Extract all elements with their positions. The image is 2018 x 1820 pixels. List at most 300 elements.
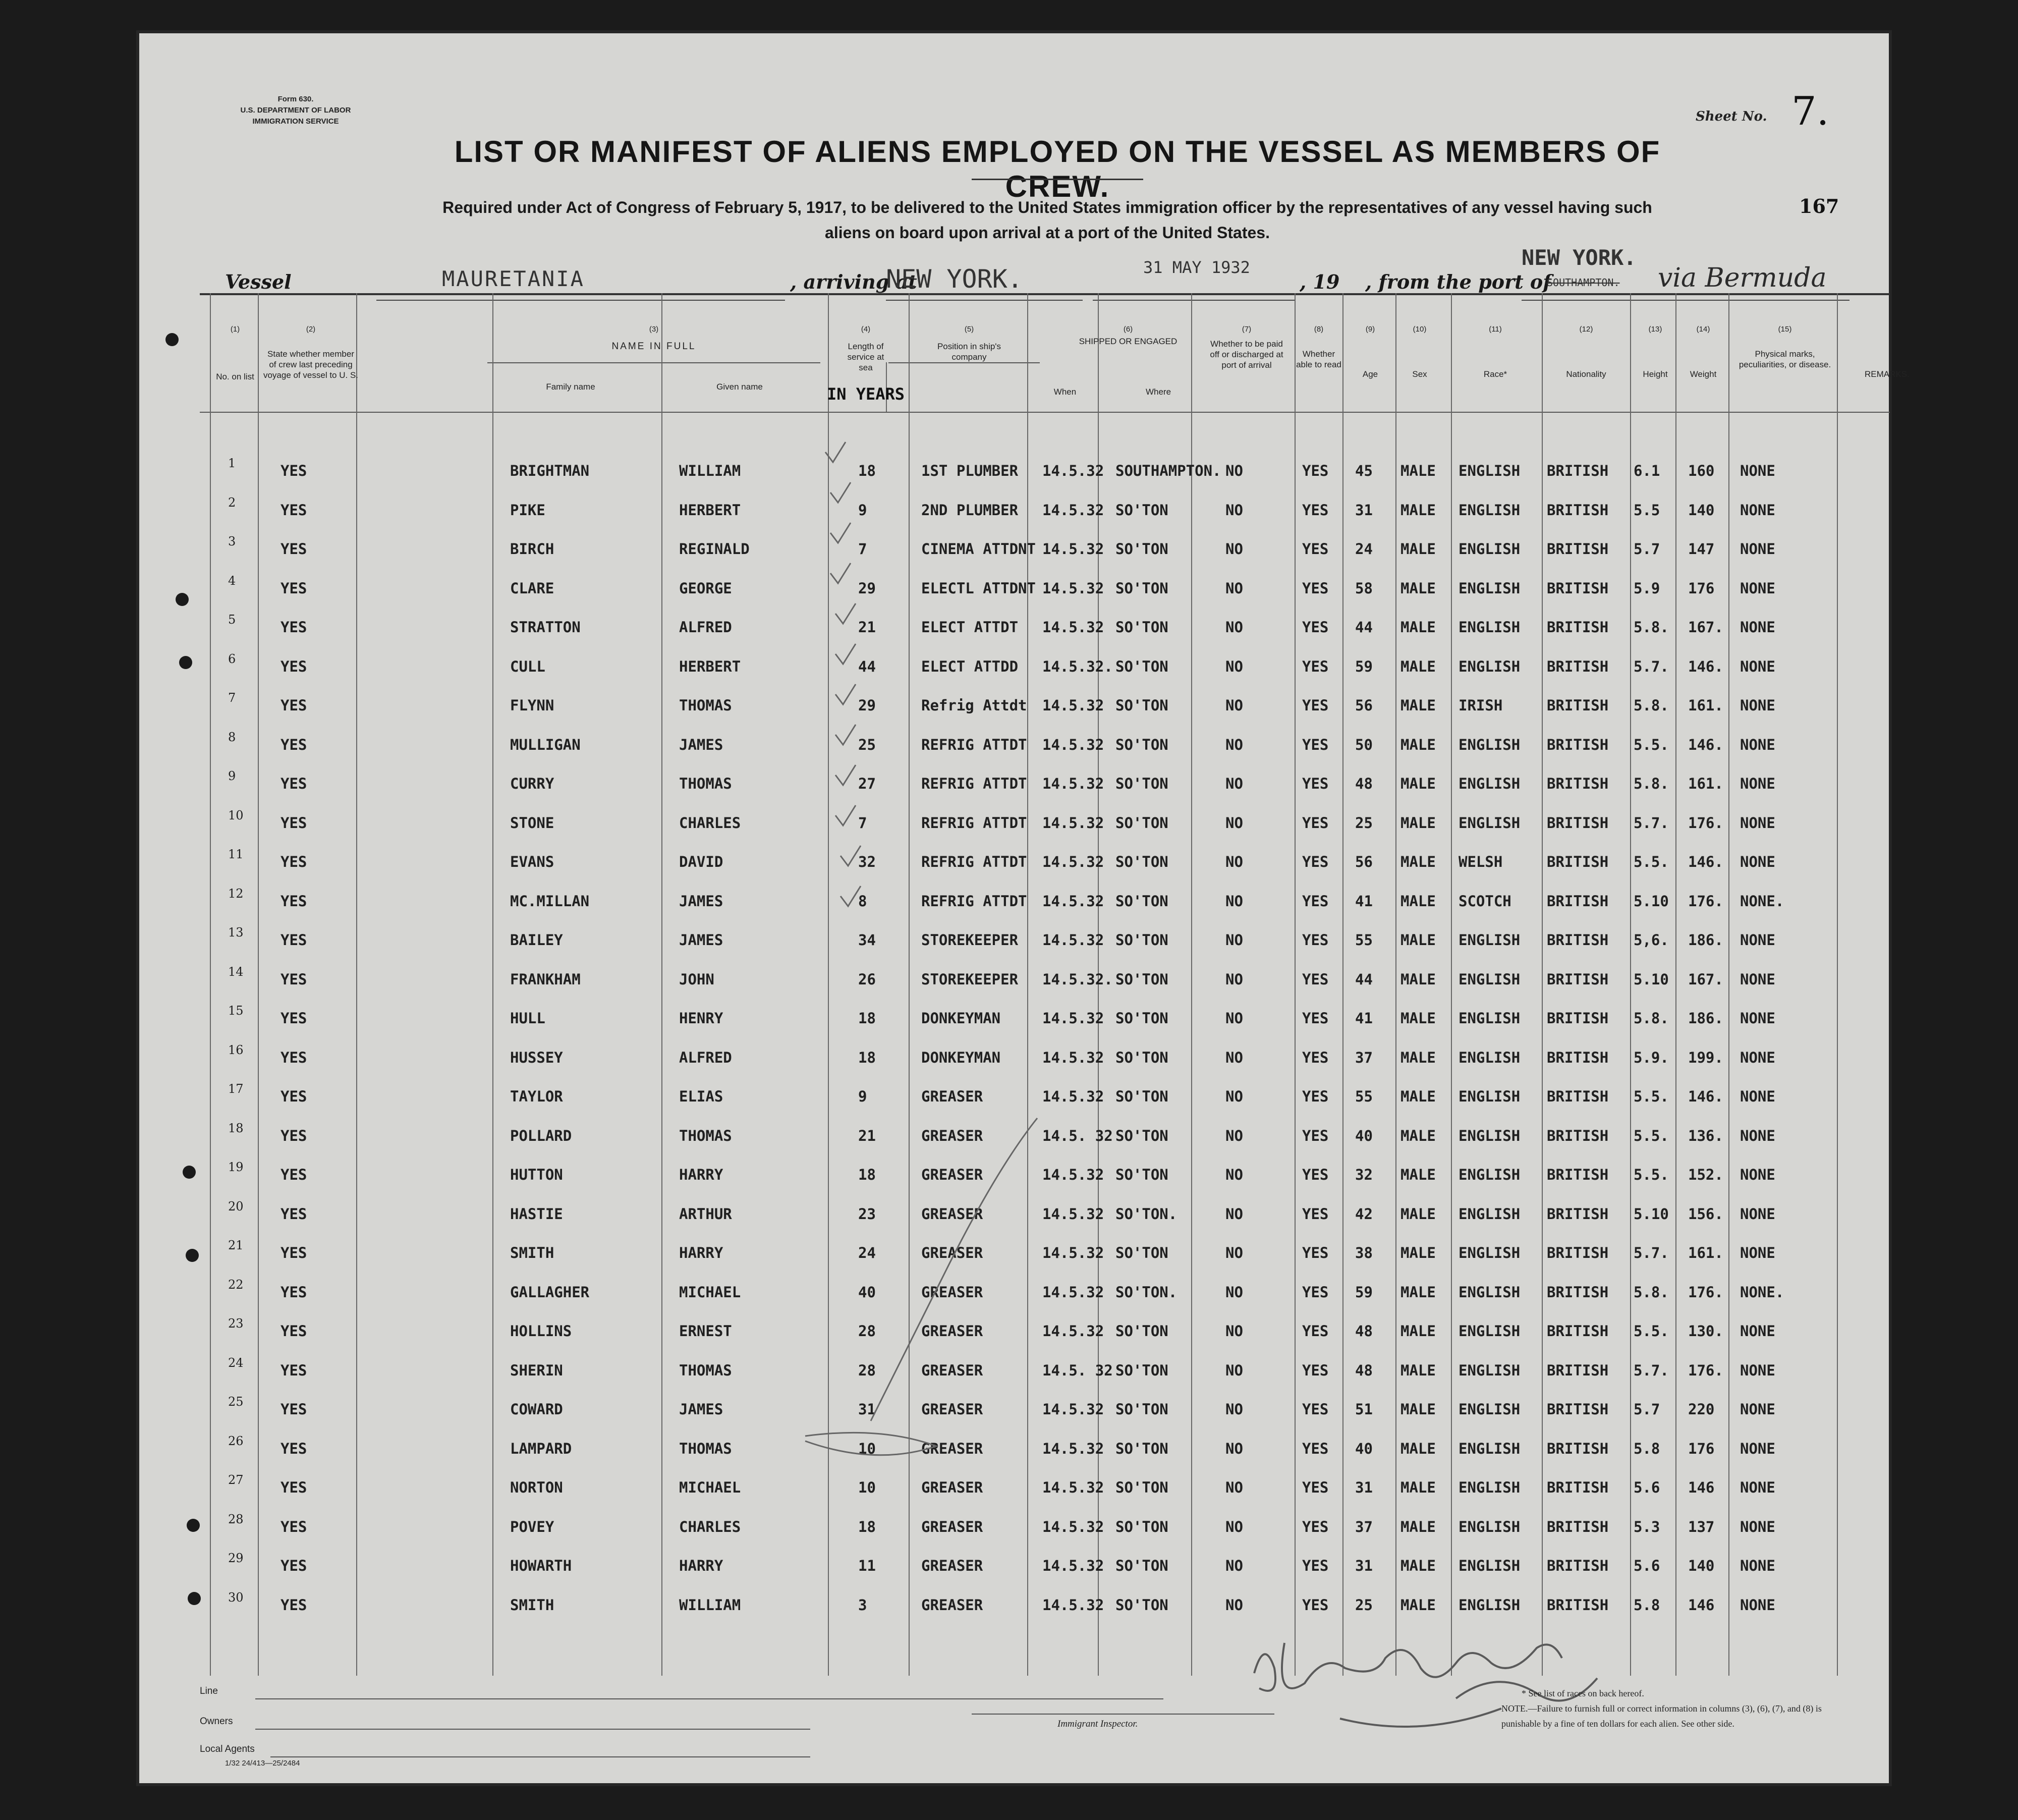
cell-years: 18 <box>858 1010 876 1027</box>
cell-given: THOMAS <box>679 1440 732 1457</box>
cell-read: YES <box>1302 1322 1329 1340</box>
cell-family: SHERIN <box>510 1361 563 1379</box>
cell-race: ENGLISH <box>1459 1596 1521 1614</box>
cell-paid: NO <box>1225 892 1243 910</box>
footer-notes <box>1501 1686 1855 1731</box>
arriving-label: , arriving at <box>790 270 917 293</box>
cell-no: 2 <box>228 495 236 510</box>
cell-paid: NO <box>1225 1166 1243 1183</box>
cell-sex: MALE <box>1400 1401 1436 1418</box>
cell-age: 42 <box>1355 1205 1373 1223</box>
cell-where: SO'TON <box>1115 657 1168 675</box>
cell-weight: 176. <box>1688 814 1723 832</box>
cell-no: 7 <box>228 691 236 705</box>
col-given-name-heading: Given name <box>716 382 763 392</box>
cell-nat: BRITISH <box>1547 1088 1609 1105</box>
cell-where: SO'TON <box>1115 775 1168 792</box>
cell-marks: NONE <box>1740 736 1775 753</box>
cell-family: LAMPARD <box>510 1440 572 1457</box>
cell-position: ELECT ATTDD <box>921 657 1019 675</box>
cell-when: 14.5.32 <box>1042 1440 1104 1457</box>
cell-nat: BRITISH <box>1547 501 1609 519</box>
column-number: (7) <box>1242 325 1252 334</box>
cell-weight: 146. <box>1688 1088 1723 1105</box>
cell-prev: YES <box>281 775 307 792</box>
cell-years: 26 <box>858 970 876 988</box>
cell-age: 31 <box>1355 501 1373 519</box>
cell-race: ENGLISH <box>1459 1166 1521 1183</box>
column-number: (13) <box>1648 325 1662 334</box>
cell-read: YES <box>1302 1244 1329 1261</box>
cell-read: YES <box>1302 1479 1329 1496</box>
cell-read: YES <box>1302 1049 1329 1066</box>
col-years-unit: IN YEARS <box>826 384 905 404</box>
cell-paid: NO <box>1225 853 1243 870</box>
cell-weight: 186. <box>1688 931 1723 949</box>
cell-prev: YES <box>281 1440 307 1457</box>
cell-prev: YES <box>281 1088 307 1105</box>
cell-marks: NONE. <box>1740 1283 1784 1301</box>
cell-family: BAILEY <box>510 931 563 949</box>
cell-when: 14.5.32 <box>1042 619 1104 636</box>
cell-given: ERNEST <box>679 1322 732 1340</box>
cell-given: ELIAS <box>679 1088 723 1105</box>
cell-age: 58 <box>1355 579 1373 597</box>
cell-prev: YES <box>281 1127 307 1144</box>
cell-height: 5.10 <box>1634 892 1669 910</box>
cell-nat: BRITISH <box>1547 1322 1609 1340</box>
cell-race: SCOTCH <box>1459 892 1511 910</box>
cell-given: HERBERT <box>679 501 741 519</box>
form-service: IMMIGRATION SERVICE <box>252 117 339 126</box>
form-block <box>190 94 402 127</box>
cell-marks: NONE <box>1740 462 1775 479</box>
sheet-label: Sheet No. <box>1696 109 1767 124</box>
cell-weight: 152. <box>1688 1166 1723 1183</box>
cell-when: 14.5.32 <box>1042 1518 1104 1535</box>
cell-no: 25 <box>228 1395 244 1409</box>
cell-where: SO'TON <box>1115 814 1168 832</box>
cell-read: YES <box>1302 1361 1329 1379</box>
cell-prev: YES <box>281 657 307 675</box>
cell-position: GREASER <box>921 1205 983 1223</box>
cell-prev: YES <box>281 579 307 597</box>
cell-no: 1 <box>228 456 236 470</box>
binder-hole <box>186 1249 199 1262</box>
form-number: Form 630. <box>277 95 314 103</box>
cell-read: YES <box>1302 970 1329 988</box>
cell-height: 5.8. <box>1634 619 1669 636</box>
footer-inspector-label: Immigrant Inspector. <box>1057 1719 1138 1729</box>
cell-given: JAMES <box>679 1401 723 1418</box>
cell-paid: NO <box>1225 736 1243 753</box>
cell-weight: 220 <box>1688 1401 1715 1418</box>
cell-years: 10 <box>858 1479 876 1496</box>
cell-paid: NO <box>1225 970 1243 988</box>
cell-prev: YES <box>281 736 307 753</box>
cell-when: 14.5.32 <box>1042 1596 1104 1614</box>
cell-sex: MALE <box>1400 1244 1436 1261</box>
cell-age: 41 <box>1355 1010 1373 1027</box>
cell-prev: YES <box>281 892 307 910</box>
cell-where: SO'TON <box>1115 1557 1168 1574</box>
cell-race: ENGLISH <box>1459 1244 1521 1261</box>
cell-years: 29 <box>858 579 876 597</box>
cell-marks: NONE <box>1740 619 1775 636</box>
cell-age: 48 <box>1355 1361 1373 1379</box>
cell-paid: NO <box>1225 579 1243 597</box>
cell-height: 5.7. <box>1634 1244 1669 1261</box>
cell-age: 25 <box>1355 1596 1373 1614</box>
cell-when: 14.5.32 <box>1042 892 1104 910</box>
footer-owners-rule <box>255 1729 810 1730</box>
cell-prev: YES <box>281 1596 307 1614</box>
cell-years: 7 <box>858 814 867 832</box>
cell-no: 6 <box>228 651 236 666</box>
cell-age: 59 <box>1355 657 1373 675</box>
cell-paid: NO <box>1225 1479 1243 1496</box>
cell-years: 29 <box>858 697 876 714</box>
cell-family: POVEY <box>510 1518 554 1535</box>
page-subtitle <box>291 195 1804 245</box>
cell-marks: NONE <box>1740 931 1775 949</box>
cell-marks: NONE <box>1740 814 1775 832</box>
cell-position: GREASER <box>921 1127 983 1144</box>
cell-read: YES <box>1302 1205 1329 1223</box>
cell-prev: YES <box>281 1283 307 1301</box>
cell-read: YES <box>1302 892 1329 910</box>
cell-marks: NONE <box>1740 540 1775 558</box>
cell-no: 3 <box>228 534 236 548</box>
cell-no: 14 <box>228 964 244 979</box>
cell-nat: BRITISH <box>1547 1049 1609 1066</box>
cell-family: CURRY <box>510 775 554 792</box>
cell-height: 5.7. <box>1634 814 1669 832</box>
cell-position: GREASER <box>921 1596 983 1614</box>
cell-age: 44 <box>1355 619 1373 636</box>
cell-given: JAMES <box>679 736 723 753</box>
cell-marks: NONE <box>1740 1127 1775 1144</box>
cell-weight: 146 <box>1688 1479 1715 1496</box>
cell-paid: NO <box>1225 1401 1243 1418</box>
cell-sex: MALE <box>1400 1440 1436 1457</box>
cell-read: YES <box>1302 1127 1329 1144</box>
subtitle-line-1: Required under Act of Congress of February 5, 1917, to be delivered to the United States immigration officer by the representatives of any vessel having such <box>442 198 1652 216</box>
cell-when: 14.5.32 <box>1042 1010 1104 1027</box>
cell-race: ENGLISH <box>1459 1322 1521 1340</box>
table-top-rule <box>200 293 1890 295</box>
cell-marks: NONE <box>1740 1049 1775 1066</box>
col-prev-voyage-heading: State whether member of crew last preceding voyage of vessel to U. S. <box>263 349 359 380</box>
from-port: SOUTHAMPTON. <box>1547 277 1620 289</box>
cell-prev: YES <box>281 970 307 988</box>
cell-no: 22 <box>228 1277 244 1292</box>
cell-family: POLLARD <box>510 1127 572 1144</box>
cell-no: 24 <box>228 1355 244 1370</box>
cell-family: MC.MILLAN <box>510 892 590 910</box>
cell-years: 32 <box>858 853 876 870</box>
cell-when: 14.5.32 <box>1042 931 1104 949</box>
cell-weight: 140 <box>1688 501 1715 519</box>
binder-hole <box>176 593 189 606</box>
cell-height: 5.8. <box>1634 1283 1669 1301</box>
cell-when: 14.5. 32 <box>1042 1361 1113 1379</box>
cell-weight: 146. <box>1688 657 1723 675</box>
cell-position: GREASER <box>921 1518 983 1535</box>
cell-position: STOREKEEPER <box>921 931 1019 949</box>
cell-when: 14.5.32 <box>1042 462 1104 479</box>
cell-where: SO'TON <box>1115 619 1168 636</box>
cell-prev: YES <box>281 814 307 832</box>
cell-weight: 147 <box>1688 540 1715 558</box>
cell-sex: MALE <box>1400 1596 1436 1614</box>
cell-sex: MALE <box>1400 1322 1436 1340</box>
arrival-date: 31 MAY 1932 <box>1143 258 1250 277</box>
cell-weight: 161. <box>1688 697 1723 714</box>
cell-height: 5.6 <box>1634 1557 1660 1574</box>
cell-family: HUTTON <box>510 1166 563 1183</box>
cell-prev: YES <box>281 462 307 479</box>
cell-prev: YES <box>281 1361 307 1379</box>
title-rule <box>972 179 1143 180</box>
column-number: (5) <box>964 325 974 334</box>
cell-years: 27 <box>858 775 876 792</box>
footer-owners-label: Owners <box>200 1716 233 1727</box>
cell-weight: 186. <box>1688 1010 1723 1027</box>
col-remarks-heading: REMARKS. <box>1865 369 1910 379</box>
cell-position: GREASER <box>921 1166 983 1183</box>
col-where-heading: Where <box>1145 387 1171 397</box>
binder-hole <box>179 656 192 669</box>
cell-paid: NO <box>1225 775 1243 792</box>
cell-when: 14.5.32 <box>1042 1557 1104 1574</box>
cell-family: HULL <box>510 1010 545 1027</box>
cell-read: YES <box>1302 1166 1329 1183</box>
cell-when: 14.5. 32 <box>1042 1127 1113 1144</box>
cell-position: REFRIG ATTDT <box>921 814 1027 832</box>
cell-sex: MALE <box>1400 1518 1436 1535</box>
sheet-number: 7. <box>1791 89 1829 134</box>
cell-read: YES <box>1302 1596 1329 1614</box>
cell-marks: NONE <box>1740 1596 1775 1614</box>
col-name-heading: NAME IN FULL <box>611 341 696 352</box>
cell-when: 14.5.32 <box>1042 814 1104 832</box>
cell-read: YES <box>1302 1557 1329 1574</box>
cell-where: SO'TON <box>1115 501 1168 519</box>
cell-no: 23 <box>228 1316 244 1331</box>
cell-sex: MALE <box>1400 619 1436 636</box>
cell-weight: 176 <box>1688 1440 1715 1457</box>
column-number: (10) <box>1413 325 1427 334</box>
col-height-heading: Height <box>1643 369 1668 379</box>
cell-position: Refrig Attdt <box>921 697 1027 714</box>
cell-read: YES <box>1302 657 1329 675</box>
cell-paid: NO <box>1225 657 1243 675</box>
cell-where: SO'TON <box>1115 1361 1168 1379</box>
cell-family: HOLLINS <box>510 1322 572 1340</box>
cell-given: ALFRED <box>679 1049 732 1066</box>
cell-height: 6.1 <box>1634 462 1660 479</box>
cell-family: SMITH <box>510 1244 554 1261</box>
cell-family: MULLIGAN <box>510 736 581 753</box>
cell-no: 18 <box>228 1121 244 1135</box>
cell-read: YES <box>1302 1010 1329 1027</box>
cell-sex: MALE <box>1400 1166 1436 1183</box>
col-read-heading: Whether able to read <box>1296 349 1341 369</box>
cell-where: SO'TON <box>1115 853 1168 870</box>
cell-family: HOWARTH <box>510 1557 572 1574</box>
cell-family: FRANKHAM <box>510 970 581 988</box>
cell-race: ENGLISH <box>1459 775 1521 792</box>
cell-prev: YES <box>281 1166 307 1183</box>
cell-position: CINEMA ATTDNT <box>921 540 1036 558</box>
cell-height: 5.8 <box>1634 1440 1660 1457</box>
cell-prev: YES <box>281 619 307 636</box>
cell-nat: BRITISH <box>1547 736 1609 753</box>
cell-age: 44 <box>1355 970 1373 988</box>
cell-marks: NONE <box>1740 1440 1775 1457</box>
cell-race: ENGLISH <box>1459 462 1521 479</box>
cell-years: 8 <box>858 892 867 910</box>
cell-race: ENGLISH <box>1459 814 1521 832</box>
binder-hole <box>165 333 179 346</box>
cell-weight: 156. <box>1688 1205 1723 1223</box>
cell-position: REFRIG ATTDT <box>921 736 1027 753</box>
cell-nat: BRITISH <box>1547 892 1609 910</box>
cell-where: SOUTHAMPTON. <box>1115 462 1221 479</box>
cell-family: STONE <box>510 814 554 832</box>
cell-age: 32 <box>1355 1166 1373 1183</box>
cell-no: 10 <box>228 808 244 822</box>
binder-hole <box>188 1592 201 1605</box>
column-number: (2) <box>306 325 316 334</box>
cell-age: 50 <box>1355 736 1373 753</box>
from-label: , from the port of <box>1365 270 1551 293</box>
col-nationality-heading: Nationality <box>1566 369 1606 379</box>
check-marks-ink <box>795 437 1148 1698</box>
cell-prev: YES <box>281 1205 307 1223</box>
cell-where: SO'TON <box>1115 1596 1168 1614</box>
cell-height: 5.5. <box>1634 1322 1669 1340</box>
cell-given: THOMAS <box>679 1127 732 1144</box>
cell-height: 5.7. <box>1634 1361 1669 1379</box>
col-paid-heading: Whether to be paid off or discharged at port of arrival <box>1210 339 1283 370</box>
cell-sex: MALE <box>1400 501 1436 519</box>
cell-weight: 176. <box>1688 892 1723 910</box>
cell-when: 14.5.32 <box>1042 579 1104 597</box>
cell-where: SO'TON <box>1115 1166 1168 1183</box>
sheet-code: 167 <box>1799 195 1839 217</box>
cell-paid: NO <box>1225 1557 1243 1574</box>
col-shipped-heading: SHIPPED OR ENGAGED <box>1079 337 1178 346</box>
cell-when: 14.5.32 <box>1042 1479 1104 1496</box>
cell-paid: NO <box>1225 1596 1243 1614</box>
cell-marks: NONE <box>1740 501 1775 519</box>
cell-nat: BRITISH <box>1547 697 1609 714</box>
cell-marks: NONE <box>1740 1361 1775 1379</box>
cell-years: 11 <box>858 1557 876 1574</box>
cell-age: 37 <box>1355 1518 1373 1535</box>
column-number: (6) <box>1123 325 1133 334</box>
cell-nat: BRITISH <box>1547 814 1609 832</box>
cell-sex: MALE <box>1400 970 1436 988</box>
cell-when: 14.5.32 <box>1042 540 1104 558</box>
cell-nat: BRITISH <box>1547 1440 1609 1457</box>
cell-marks: NONE <box>1740 579 1775 597</box>
cell-race: ENGLISH <box>1459 1361 1521 1379</box>
cell-marks: NONE <box>1740 1322 1775 1340</box>
cell-nat: BRITISH <box>1547 1166 1609 1183</box>
cell-read: YES <box>1302 1401 1329 1418</box>
cell-marks: NONE <box>1740 1166 1775 1183</box>
cell-years: 24 <box>858 1244 876 1261</box>
cell-position: GREASER <box>921 1322 983 1340</box>
cell-marks: NONE <box>1740 1401 1775 1418</box>
cell-when: 14.5.32 <box>1042 1401 1104 1418</box>
cell-height: 5.7. <box>1634 657 1669 675</box>
binder-hole <box>183 1166 196 1179</box>
cell-family: BRIGHTMAN <box>510 462 590 479</box>
cell-given: HARRY <box>679 1166 723 1183</box>
cell-nat: BRITISH <box>1547 775 1609 792</box>
footer-agents-label: Local Agents <box>200 1744 255 1754</box>
cell-race: ENGLISH <box>1459 736 1521 753</box>
cell-years: 7 <box>858 540 867 558</box>
cell-no: 21 <box>228 1238 244 1252</box>
cell-when: 14.5.32 <box>1042 1244 1104 1261</box>
cell-nat: BRITISH <box>1547 1596 1609 1614</box>
cell-family: FLYNN <box>510 697 554 714</box>
cell-prev: YES <box>281 501 307 519</box>
cell-given: GEORGE <box>679 579 732 597</box>
footer-line-label: Line <box>200 1686 218 1696</box>
column-number: (14) <box>1696 325 1710 334</box>
cell-read: YES <box>1302 1518 1329 1535</box>
cell-age: 37 <box>1355 1049 1373 1066</box>
cell-weight: 140 <box>1688 1557 1715 1574</box>
cell-weight: 130. <box>1688 1322 1723 1340</box>
cell-when: 14.5.32 <box>1042 1205 1104 1223</box>
cell-no: 19 <box>228 1160 244 1174</box>
cell-paid: NO <box>1225 1088 1243 1105</box>
cell-prev: YES <box>281 853 307 870</box>
cell-no: 27 <box>228 1473 244 1487</box>
cell-prev: YES <box>281 697 307 714</box>
cell-marks: NONE <box>1740 657 1775 675</box>
cell-paid: NO <box>1225 462 1243 479</box>
cell-years: 18 <box>858 1518 876 1535</box>
cell-family: HASTIE <box>510 1205 563 1223</box>
cell-years: 18 <box>858 1166 876 1183</box>
cell-race: ENGLISH <box>1459 1557 1521 1574</box>
cell-no: 17 <box>228 1082 244 1096</box>
cell-weight: 176. <box>1688 1283 1723 1301</box>
cell-where: SO'TON <box>1115 1440 1168 1457</box>
cell-sex: MALE <box>1400 1088 1436 1105</box>
cell-race: ENGLISH <box>1459 501 1521 519</box>
cell-given: WILLIAM <box>679 1596 741 1614</box>
cell-race: ENGLISH <box>1459 579 1521 597</box>
cell-no: 15 <box>228 1004 244 1018</box>
col-family-name-heading: Family name <box>546 382 595 392</box>
cell-race: ENGLISH <box>1459 1088 1521 1105</box>
subtitle-line-2: aliens on board upon arrival at a port of the United States. <box>825 224 1270 242</box>
cell-sex: MALE <box>1400 775 1436 792</box>
cell-race: ENGLISH <box>1459 1479 1521 1496</box>
cell-height: 5.6 <box>1634 1479 1660 1496</box>
cell-age: 45 <box>1355 462 1373 479</box>
cell-position: REFRIG ATTDT <box>921 892 1027 910</box>
